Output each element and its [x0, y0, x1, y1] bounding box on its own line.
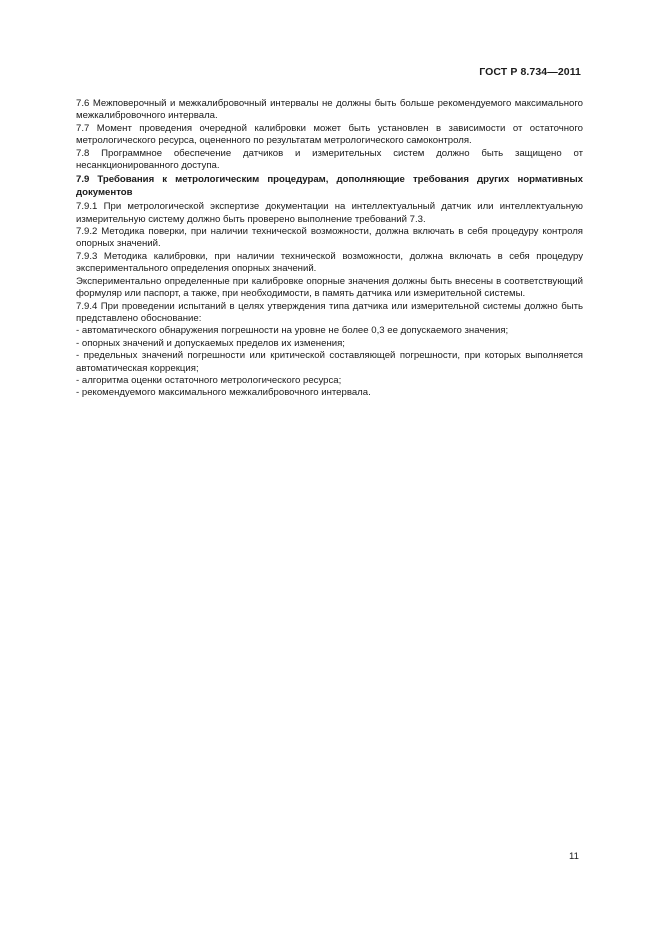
- list-item: - алгоритма оценки остаточного метрологического ресурса;: [76, 374, 342, 386]
- clause-7-9-1: 7.9.1 При метрологической экспертизе документации на интеллектуальный датчик или интеллектуальную измерительную систему должно быть проверено выполнение требований 7.3.: [76, 201, 583, 225]
- clause-7-6: 7.6 Межповерочный и межкалибровочный интервалы не должны быть больше рекомендуемого максимального межкалибровочного интервала.: [76, 98, 583, 122]
- clause-7-8: 7.8 Программное обеспечение датчиков и измерительных систем должно быть защищено от несанкционированного доступа.: [76, 147, 583, 172]
- document-body: [76, 98, 583, 400]
- clause-7-7: 7.7 Момент проведения очередной калибровки может быть установлен в зависимости от остаточного метрологического ресурса, оцененного по результатам метрологического самоконтроля.: [76, 122, 583, 147]
- page-number: 11: [569, 851, 579, 862]
- clause-7-9-4: 7.9.4 При проведении испытаний в целях утверждения типа датчика или измерительной системы должно быть представлено обоснование:: [76, 300, 583, 324]
- clause-7-9-3: 7.9.3 Методика калибровки, при наличии технической возможности, должна включать в себя процедуру экспериментального определения опорных значений.: [76, 250, 583, 275]
- list-item: - рекомендуемого максимального межкалибровочного интервала.: [76, 387, 371, 399]
- list-item: - автоматического обнаружения погрешности на уровне не более 0,3 ее допускаемого значения;: [76, 325, 509, 337]
- clause-7-9-3-note: Экспериментально определенные при калибровке опорные значения должны быть внесены в соответствующий формуляр или паспорт, а также, при необходимости, в память датчика или измерительной системы.: [76, 275, 583, 300]
- list-item: - предельных значений погрешности или критической составляющей погрешности, при которых выполняется автоматическая коррекция;: [76, 350, 583, 374]
- list-item: - опорных значений и допускаемых пределов их изменения;: [76, 337, 345, 349]
- section-heading-7-9: 7.9 Требования к метрологическим процедурам, дополняющие требования других нормативных документов: [76, 174, 583, 198]
- document-code: ГОСТ Р 8.734—2011: [479, 66, 581, 78]
- clause-7-9-2: 7.9.2 Методика поверки, при наличии технической возможности, должна включать в себя процедуру контроля опорных значений.: [76, 226, 583, 250]
